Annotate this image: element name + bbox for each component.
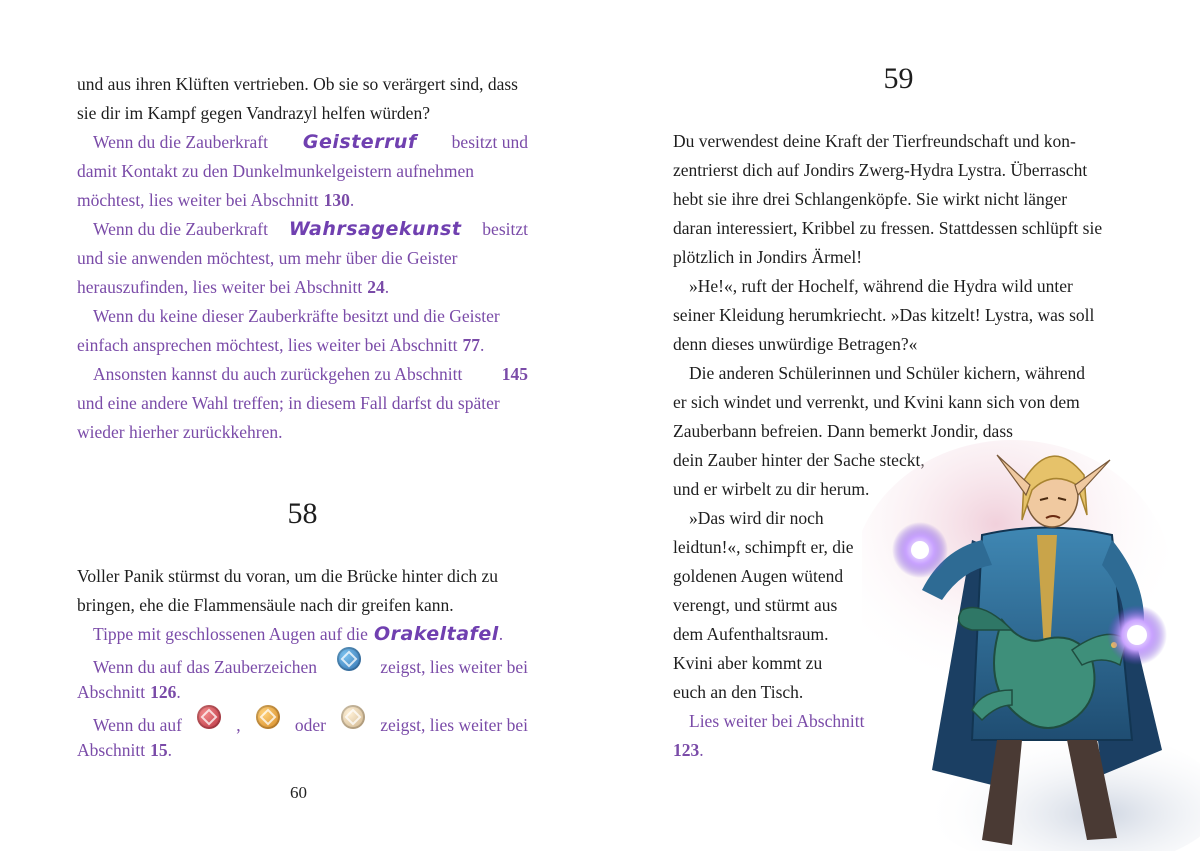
blue-rune-seal-icon: [337, 647, 361, 671]
text-line-content: Voller Panik stürmst du voran, um die Brücke hinter dich zu: [77, 566, 499, 586]
text-line: [673, 562, 865, 591]
choice-text: Wenn du keine dieser Zauberkräfte besitzt und die Geister: [93, 306, 500, 326]
section-heading-59: 59: [883, 62, 914, 95]
choice-text: Tippe mit geschlossenen Augen auf die: [93, 624, 368, 644]
text-line: [673, 243, 1124, 272]
choice-text: einfach ansprechen möchtest, lies weiter bei Abschnitt: [77, 335, 458, 355]
text-line-content: hebt sie ihre drei Schlangenköpfe. Sie wirkt nicht länger: [673, 189, 1068, 209]
text-line: [673, 301, 1124, 330]
magic-word-wahrsagekunst: Wahrsagekunst: [288, 218, 462, 240]
text-line: [689, 504, 859, 533]
choice-ansonsten-line: [77, 418, 528, 447]
text-line-content: dem Aufenthaltsraum.: [673, 624, 829, 644]
red-rune-seal-icon: [197, 705, 221, 729]
choice-text: und sie anwenden möchtest, um mehr über die Geister: [77, 248, 458, 268]
right-page: [600, 0, 1200, 851]
choice-text: Wenn du auf das Zauberzeichen: [93, 657, 318, 677]
text-line-content: seiner Kleidung herumkriecht. »Das kitzelt! Lystra, was soll: [673, 305, 1095, 325]
text-line-content: leidtun!«, schimpft er, die: [673, 537, 854, 557]
choice-geisterruf-line: [77, 157, 528, 186]
punctuation: .: [498, 624, 504, 644]
text-line-content: und aus ihren Klüften vertrieben. Ob sie so verärgert sind, dass: [77, 74, 518, 94]
text-line: [673, 649, 855, 678]
text-line-content: Die anderen Schülerinnen und Schüler kichern, während: [689, 363, 1086, 383]
text-line: [77, 70, 528, 99]
magic-word-orakeltafel[interactable]: Orakeltafel: [373, 623, 499, 645]
section-heading-58: 58: [287, 497, 318, 530]
punctuation: .: [699, 740, 704, 760]
choice-text: oder: [294, 715, 326, 735]
choice-blue-seal-line: [77, 678, 528, 707]
text-line-content: euch an den Tisch.: [673, 682, 804, 702]
choice-text: zeigst, lies weiter bei: [380, 657, 528, 677]
choice-geisterruf-line: [77, 186, 528, 215]
choice-text: Abschnitt: [77, 740, 146, 760]
choice-text: Wenn du die Zauberkraft: [93, 132, 268, 152]
text-line-content: »He!«, ruft der Hochelf, während die Hydra wild unter: [689, 276, 1073, 296]
text-line: [673, 330, 1124, 359]
text-line-content: bringen, ehe die Flammensäule nach dir greifen kann.: [77, 595, 454, 615]
text-line-content: daran interessiert, Kribbel zu fressen. Stattdessen schlüpft sie: [673, 218, 1103, 238]
section-link-126[interactable]: 126: [150, 682, 177, 702]
text-line-content: er sich windet und verrenkt, und Kvini kann sich von dem: [673, 392, 1080, 412]
text-line-content: dein Zauber hinter der Sache steckt,: [673, 450, 925, 470]
section-link-130[interactable]: 130: [323, 190, 350, 210]
text-line: [673, 185, 1124, 214]
choice-keine-line: [93, 302, 528, 331]
text-line-content: Kvini aber kommt zu: [673, 653, 823, 673]
text-line-content: sie dir im Kampf gegen Vandrazyl helfen würden?: [77, 103, 430, 123]
punctuation: ,: [236, 715, 241, 735]
text-line: [689, 272, 1124, 301]
choice-text: und eine andere Wahl treffen; in diesem Fall darfst du später: [77, 393, 500, 413]
page-number: 60: [290, 783, 307, 802]
choice-text: damit Kontakt zu den Dunkelmunkelgeistern aufnehmen: [77, 161, 475, 181]
text-line: [77, 562, 528, 591]
text-line-content: »Das wird dir noch: [689, 508, 824, 528]
elf-with-hydra-illustration: [862, 440, 1200, 851]
text-line: [673, 533, 863, 562]
choice-text: Lies weiter bei Abschnitt: [689, 711, 865, 731]
punctuation: .: [384, 277, 390, 297]
section-link-145[interactable]: 145: [501, 364, 528, 384]
choice-text: Abschnitt: [77, 682, 146, 702]
text-line-content: verengt, und stürmt aus: [673, 595, 838, 615]
text-line: [673, 156, 1124, 185]
magic-word-geisterruf: Geisterruf: [302, 131, 417, 153]
choice-ansonsten-line: [77, 389, 528, 418]
choice-other-seals-line: [77, 736, 528, 765]
text-line-content: goldenen Augen wütend: [673, 566, 844, 586]
text-line: [673, 620, 855, 649]
text-line: [673, 591, 870, 620]
text-line-content: plötzlich in Jondirs Ärmel!: [673, 247, 863, 267]
orange-rune-seal-icon: [256, 705, 280, 729]
choice-text: wieder hierher zurückkehren.: [77, 422, 283, 442]
punctuation: .: [176, 682, 181, 702]
punctuation: .: [480, 335, 485, 355]
choice-wahrsagekunst-line: [77, 273, 528, 302]
magic-orb-core: [911, 541, 929, 559]
choice-text: besitzt: [482, 219, 528, 239]
beige-rune-seal-icon: [341, 705, 365, 729]
text-line: [77, 591, 528, 620]
section-link-24[interactable]: 24: [367, 277, 385, 297]
text-line: [673, 127, 1124, 156]
choice-wahrsagekunst-line: [93, 215, 528, 244]
magic-orb-core: [1127, 625, 1147, 645]
choice-text: zeigst, lies weiter bei: [380, 715, 528, 735]
choice-text: möchtest, lies weiter bei Abschnitt: [77, 190, 319, 210]
choice-geisterruf-line: [93, 128, 528, 157]
section-link-123[interactable]: 123: [673, 740, 700, 760]
choice-text: Ansonsten kannst du auch zurückgehen zu Abschnitt: [93, 364, 463, 384]
choice-orakeltafel-line: [93, 620, 528, 649]
punctuation: .: [349, 190, 355, 210]
choice-text: Wenn du auf: [93, 715, 182, 735]
section-link-77[interactable]: 77: [462, 335, 480, 355]
choice-text: besitzt und: [451, 132, 528, 152]
text-line-content: und er wirbelt zu dir herum.: [673, 479, 870, 499]
text-line: [77, 99, 528, 128]
text-line-content: zentrierst dich auf Jondirs Zwerg-Hydra Lystra. Überrascht: [673, 160, 1088, 180]
choice-keine-line: [77, 331, 528, 360]
text-line-content: denn dieses unwürdige Betragen?«: [673, 334, 918, 354]
text-line: [673, 388, 1124, 417]
punctuation: .: [167, 740, 172, 760]
text-line-content: Du verwendest deine Kraft der Tierfreundschaft und kon-: [673, 131, 1076, 151]
text-line-content: Zauberbann befreien. Dann bemerkt Jondir, dass: [673, 421, 1013, 441]
choice-continue-line: [689, 707, 884, 736]
text-line: [673, 214, 1124, 243]
section-link-15[interactable]: 15: [150, 740, 168, 760]
text-line: [673, 678, 855, 707]
choice-wahrsagekunst-line: [77, 244, 528, 273]
choice-text: Wenn du die Zauberkraft: [93, 219, 268, 239]
choice-text: herauszufinden, lies weiter bei Abschnitt: [77, 277, 363, 297]
choice-continue-line: [673, 736, 873, 765]
text-line: [689, 359, 1124, 388]
choice-ansonsten-line: [93, 360, 528, 389]
